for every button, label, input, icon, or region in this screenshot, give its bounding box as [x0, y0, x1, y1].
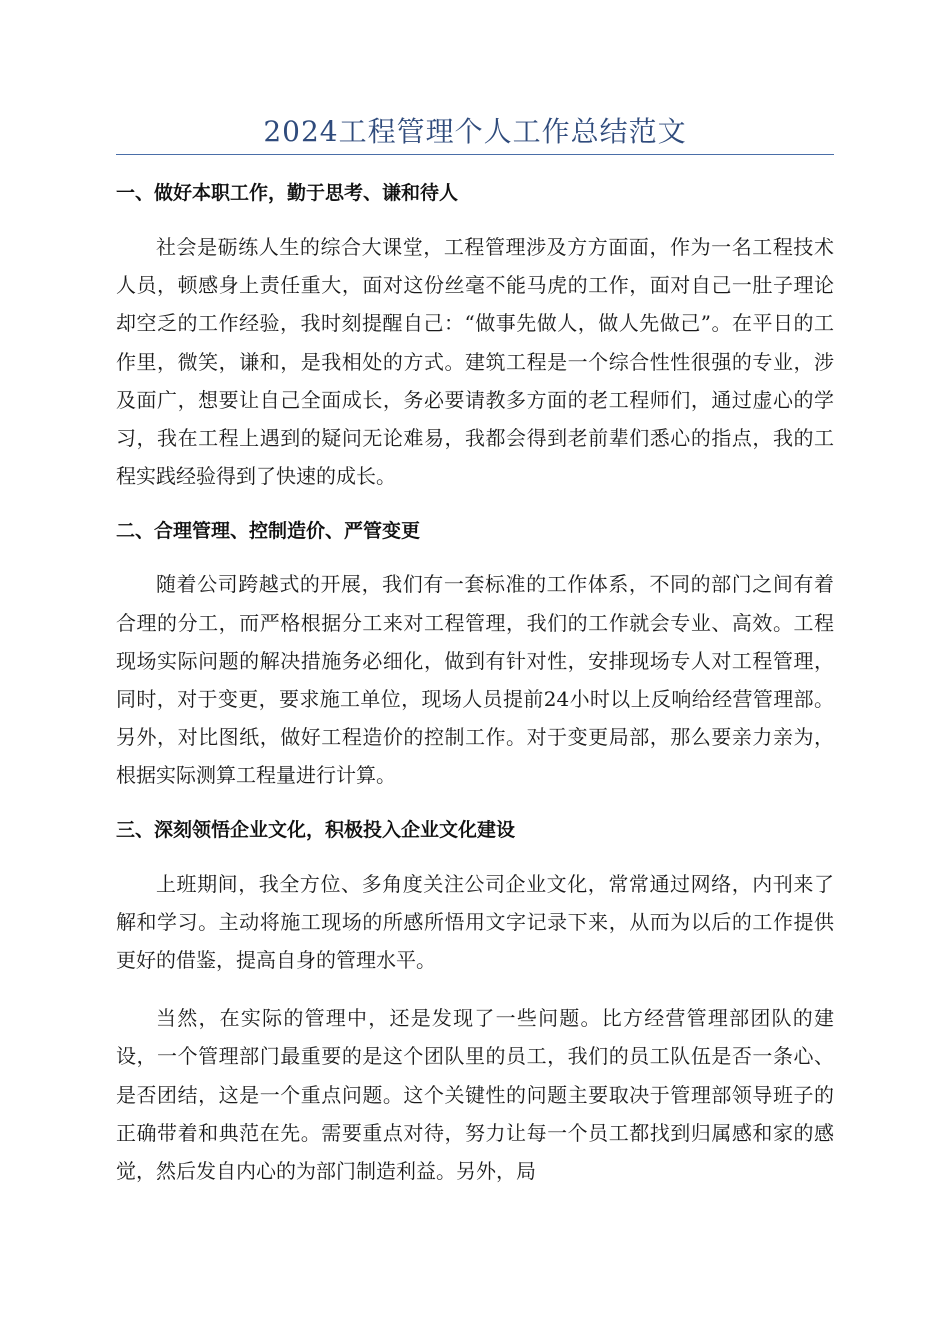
document-page — [116, 110, 834, 1190]
section-3-paragraph-2: 当然，在实际的管理中，还是发现了一些问题。比方经营管理部团队的建设，一个管理部门最重要的是这个团队里的员工，我们的员工队伍是否一条心、是否团结，这是一个重点问题。这个关键性的问题主要取决于管理部领导班子的正确带着和典范在先。需要重点对待，努力让每一个员工都找到归属感和家的感觉，然后发自内心的为部门制造利益。另外，局 — [116, 1006, 834, 1184]
title-underline — [116, 154, 834, 155]
section-1-paragraph-1: 社会是砺练人生的综合大课堂，工程管理涉及方方面面，作为一名工程技术人员，顿感身上责任重大，面对这份丝毫不能马虎的工作，面对自己一肚子理论却空乏的工作经验，我时刻提醒自己：“做事先做人，做人先做己”。在平日的工作里，微笑，谦和，是我相处的方式。建筑工程是一个综合性性很强的专业，涉及面广，想要让自己全面成长，务必要请教多方面的老工程师们，通过虚心的学习，我在工程上遇到的疑问无论难易，我都会得到老前辈们悉心的指点，我的工程实践经验得到了快速的成长。 — [116, 235, 834, 489]
section-2-paragraph-1: 随着公司跨越式的开展，我们有一套标准的工作体系，不同的部门之间有着合理的分工，而严格根据分工来对工程管理，我们的工作就会专业、高效。工程现场实际问题的解决措施务必细化，做到有针对性，安排现场专人对工程管理，同时，对于变更，要求施工单位，现场人员提前24小时以上反响给经营管理部。另外，对比图纸，做好工程造价的控制工作。对于变更局部，那么要亲力亲为，根据实际测算工程量进行计算。 — [116, 572, 834, 788]
document-title: 2024工程管理个人工作总结范文 — [263, 115, 687, 148]
section-heading-3: 三、深刻领悟企业文化，积极投入企业文化建设 — [116, 818, 516, 841]
section-3-paragraph-1: 上班期间，我全方位、多角度关注公司企业文化，常常通过网络，内刊来了解和学习。主动将施工现场的所感所悟用文字记录下来，从而为以后的工作提供更好的借鉴，提高自身的管理水平。 — [116, 871, 834, 973]
section-heading-2: 二、合理管理、控制造价、严管变更 — [116, 520, 421, 543]
section-heading-1: 一、做好本职工作，勤于思考、谦和待人 — [116, 182, 459, 204]
